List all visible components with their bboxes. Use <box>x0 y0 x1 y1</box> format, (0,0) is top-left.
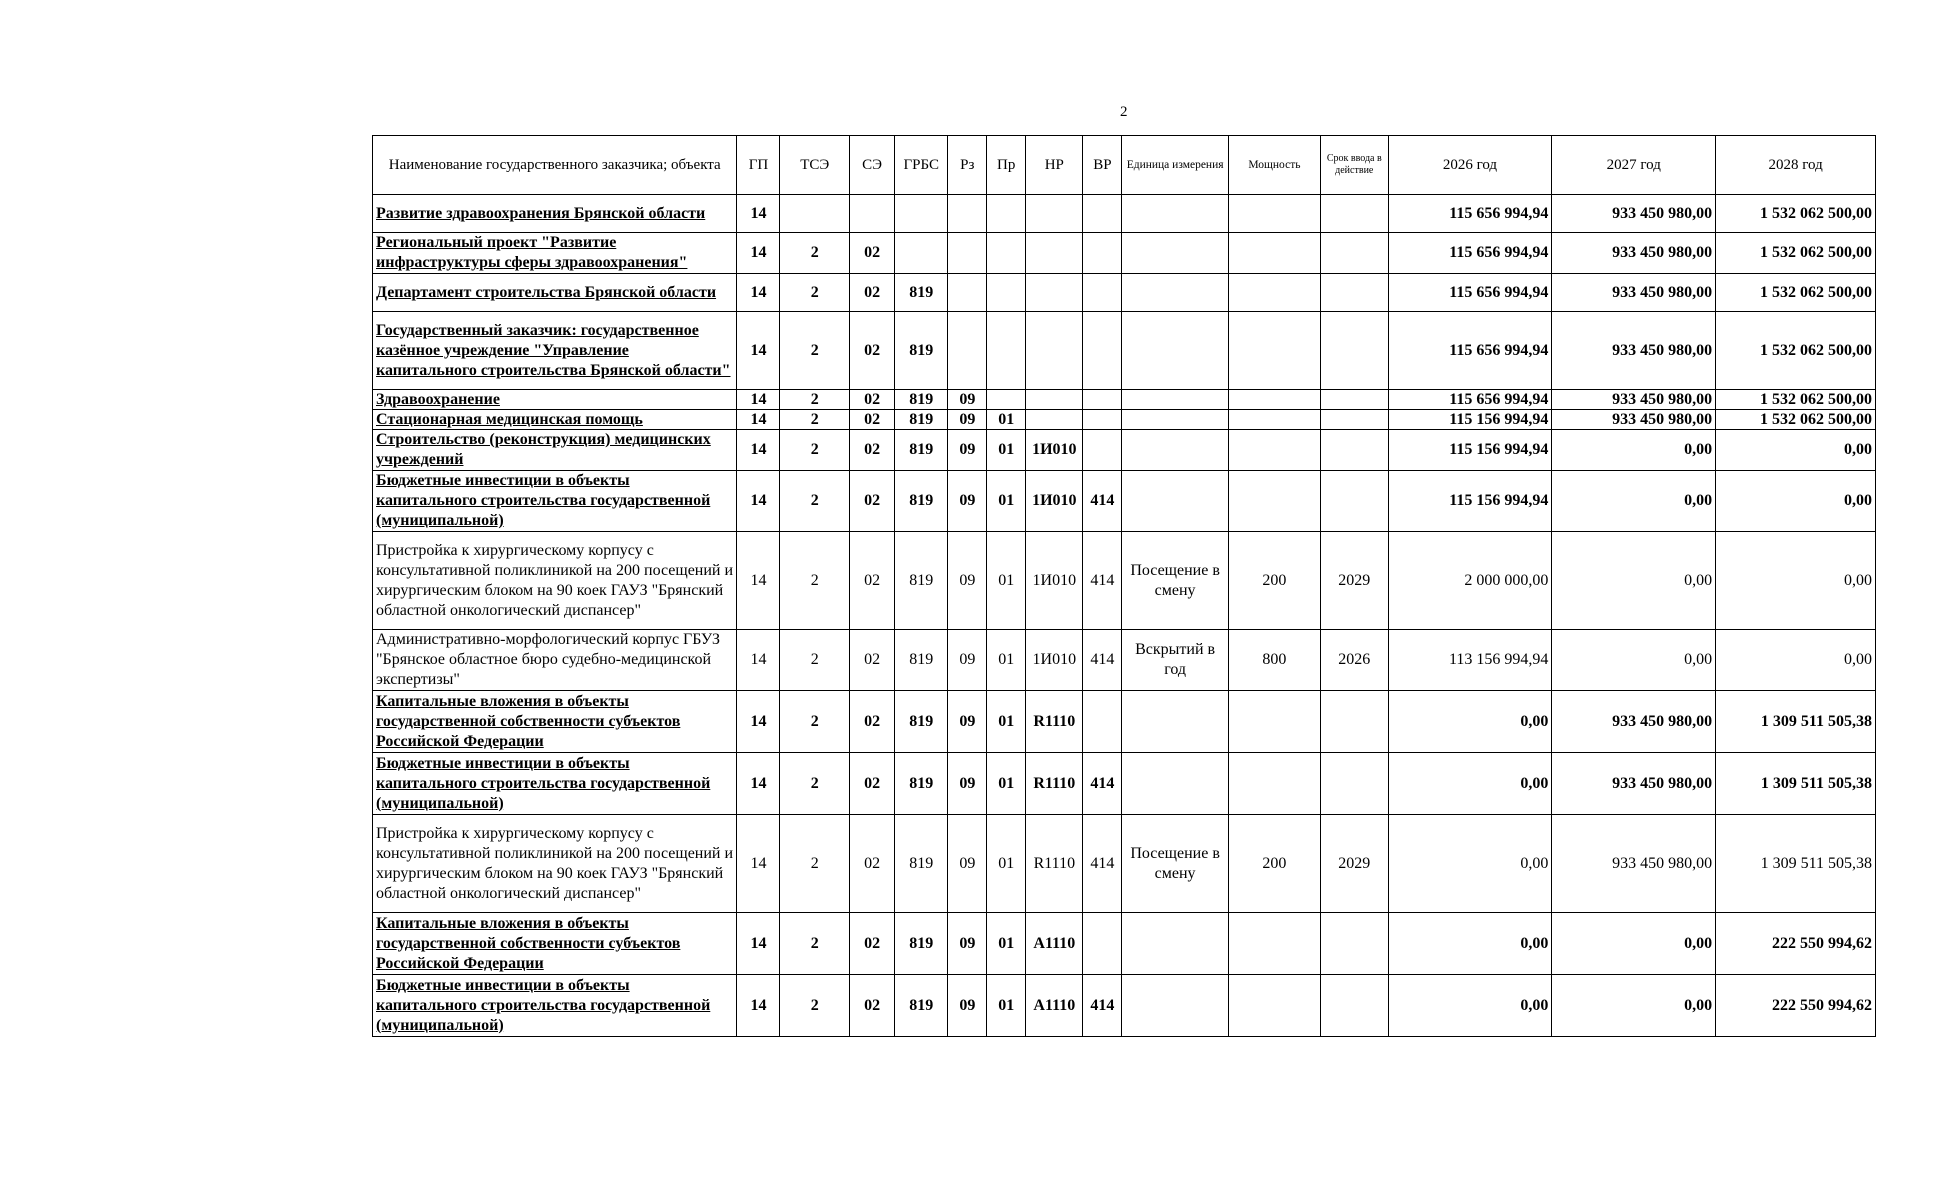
row-nr-cell <box>1026 312 1083 390</box>
row-unit-cell <box>1122 913 1228 975</box>
row-pr-cell: 01 <box>987 753 1026 815</box>
row-2027-cell: 0,00 <box>1552 975 1716 1037</box>
row-2028-cell: 1 532 062 500,00 <box>1716 312 1876 390</box>
row-se-cell: 02 <box>850 390 895 410</box>
row-tse-cell: 2 <box>780 532 850 630</box>
row-unit-cell <box>1122 233 1228 274</box>
row-power-cell: 200 <box>1228 815 1320 913</box>
table-row <box>373 410 1876 430</box>
row-2028-cell: 1 309 511 505,38 <box>1716 691 1876 753</box>
row-vr-cell <box>1083 195 1122 233</box>
row-pr-cell <box>987 312 1026 390</box>
row-pr-cell: 01 <box>987 410 1026 430</box>
row-tse-cell: 2 <box>780 312 850 390</box>
row-2027-cell: 0,00 <box>1552 471 1716 532</box>
row-tse-cell: 2 <box>780 390 850 410</box>
row-unit-cell <box>1122 274 1228 312</box>
row-vr-cell <box>1083 410 1122 430</box>
row-gp-cell: 14 <box>737 913 780 975</box>
row-2027-cell: 933 450 980,00 <box>1552 753 1716 815</box>
row-tse-cell: 2 <box>780 913 850 975</box>
row-gp-cell: 14 <box>737 274 780 312</box>
row-pr-cell <box>987 195 1026 233</box>
table-row <box>373 975 1876 1037</box>
header-rz: Рз <box>948 136 987 195</box>
row-rz-cell: 09 <box>948 630 987 691</box>
row-2028-cell: 0,00 <box>1716 532 1876 630</box>
table-header-row <box>373 136 1876 195</box>
row-power-cell <box>1228 913 1320 975</box>
row-power-cell <box>1228 430 1320 471</box>
row-grbs-cell: 819 <box>895 532 948 630</box>
row-power-cell: 200 <box>1228 532 1320 630</box>
row-grbs-cell: 819 <box>895 975 948 1037</box>
row-grbs-cell <box>895 195 948 233</box>
table-row <box>373 471 1876 532</box>
row-2026-cell: 115 156 994,94 <box>1388 410 1552 430</box>
row-vr-cell: 414 <box>1083 630 1122 691</box>
row-gp-cell: 14 <box>737 390 780 410</box>
row-tse-cell: 2 <box>780 815 850 913</box>
row-unit-cell <box>1122 390 1228 410</box>
header-power: Мощность <box>1228 136 1320 195</box>
row-deadline-cell: 2029 <box>1320 815 1388 913</box>
row-unit-cell <box>1122 312 1228 390</box>
row-unit-cell: Вскрытий в год <box>1122 630 1228 691</box>
row-2027-cell: 0,00 <box>1552 913 1716 975</box>
row-gp-cell: 14 <box>737 815 780 913</box>
header-gp: ГП <box>737 136 780 195</box>
row-name-cell: Государственный заказчик: государственное казённое учреждение "Управление капитального строительства Брянской области" <box>373 312 737 390</box>
row-gp-cell: 14 <box>737 410 780 430</box>
row-name-cell: Развитие здравоохранения Брянской области <box>373 195 737 233</box>
row-power-cell <box>1228 471 1320 532</box>
row-se-cell: 02 <box>850 753 895 815</box>
row-2027-cell: 933 450 980,00 <box>1552 691 1716 753</box>
row-nr-cell: R1110 <box>1026 815 1083 913</box>
row-nr-cell: 1И010 <box>1026 630 1083 691</box>
row-power-cell <box>1228 975 1320 1037</box>
table-row <box>373 532 1876 630</box>
table-row <box>373 691 1876 753</box>
row-2026-cell: 115 156 994,94 <box>1388 430 1552 471</box>
row-se-cell: 02 <box>850 913 895 975</box>
row-power-cell <box>1228 691 1320 753</box>
table-body <box>373 195 1876 1037</box>
row-pr-cell: 01 <box>987 430 1026 471</box>
row-nr-cell: A1110 <box>1026 975 1083 1037</box>
row-pr-cell <box>987 274 1026 312</box>
row-deadline-cell <box>1320 312 1388 390</box>
row-grbs-cell: 819 <box>895 691 948 753</box>
table-row <box>373 390 1876 410</box>
row-se-cell: 02 <box>850 691 895 753</box>
row-2026-cell: 115 656 994,94 <box>1388 195 1552 233</box>
row-rz-cell <box>948 312 987 390</box>
row-name-cell: Строительство (реконструкция) медицинских учреждений <box>373 430 737 471</box>
header-2026: 2026 год <box>1388 136 1552 195</box>
row-2026-cell: 0,00 <box>1388 913 1552 975</box>
row-2027-cell: 0,00 <box>1552 430 1716 471</box>
row-2027-cell: 933 450 980,00 <box>1552 390 1716 410</box>
row-2026-cell: 115 656 994,94 <box>1388 274 1552 312</box>
row-2027-cell: 0,00 <box>1552 630 1716 691</box>
row-power-cell <box>1228 274 1320 312</box>
row-power-cell <box>1228 753 1320 815</box>
row-vr-cell <box>1083 274 1122 312</box>
row-pr-cell <box>987 233 1026 274</box>
row-name-cell: Региональный проект "Развитие инфраструктуры сферы здравоохранения" <box>373 233 737 274</box>
row-nr-cell <box>1026 390 1083 410</box>
row-2028-cell: 1 532 062 500,00 <box>1716 390 1876 410</box>
row-name-cell: Капитальные вложения в объекты государственной собственности субъектов Российской Федерации <box>373 691 737 753</box>
table-row <box>373 430 1876 471</box>
row-se-cell: 02 <box>850 274 895 312</box>
row-deadline-cell <box>1320 390 1388 410</box>
row-name-cell: Департамент строительства Брянской области <box>373 274 737 312</box>
row-se-cell: 02 <box>850 430 895 471</box>
row-tse-cell: 2 <box>780 753 850 815</box>
row-2027-cell: 0,00 <box>1552 532 1716 630</box>
budget-table <box>372 135 1876 1037</box>
row-vr-cell: 414 <box>1083 532 1122 630</box>
row-rz-cell: 09 <box>948 975 987 1037</box>
row-pr-cell: 01 <box>987 471 1026 532</box>
row-tse-cell: 2 <box>780 630 850 691</box>
row-tse-cell: 2 <box>780 975 850 1037</box>
row-rz-cell: 09 <box>948 753 987 815</box>
row-gp-cell: 14 <box>737 471 780 532</box>
row-2028-cell: 1 532 062 500,00 <box>1716 410 1876 430</box>
header-2027: 2027 год <box>1552 136 1716 195</box>
row-unit-cell: Посещение в смену <box>1122 815 1228 913</box>
row-grbs-cell: 819 <box>895 390 948 410</box>
row-tse-cell: 2 <box>780 430 850 471</box>
row-gp-cell: 14 <box>737 753 780 815</box>
row-name-cell: Бюджетные инвестиции в объекты капитального строительства государственной (муниципальной) <box>373 975 737 1037</box>
row-2028-cell: 1 532 062 500,00 <box>1716 195 1876 233</box>
row-vr-cell: 414 <box>1083 471 1122 532</box>
row-unit-cell <box>1122 195 1228 233</box>
row-2028-cell: 1 309 511 505,38 <box>1716 753 1876 815</box>
row-power-cell <box>1228 312 1320 390</box>
row-grbs-cell: 819 <box>895 471 948 532</box>
row-unit-cell <box>1122 471 1228 532</box>
row-2026-cell: 2 000 000,00 <box>1388 532 1552 630</box>
row-se-cell: 02 <box>850 471 895 532</box>
row-gp-cell: 14 <box>737 312 780 390</box>
row-se-cell: 02 <box>850 410 895 430</box>
row-tse-cell: 2 <box>780 410 850 430</box>
row-power-cell <box>1228 233 1320 274</box>
header-name: Наименование государственного заказчика; объекта <box>373 136 737 195</box>
table-row <box>373 630 1876 691</box>
row-rz-cell: 09 <box>948 815 987 913</box>
row-deadline-cell <box>1320 975 1388 1037</box>
row-2027-cell: 933 450 980,00 <box>1552 233 1716 274</box>
row-nr-cell: 1И010 <box>1026 471 1083 532</box>
row-pr-cell: 01 <box>987 630 1026 691</box>
row-pr-cell: 01 <box>987 691 1026 753</box>
header-se: СЭ <box>850 136 895 195</box>
row-name-cell: Капитальные вложения в объекты государственной собственности субъектов Российской Федерации <box>373 913 737 975</box>
row-nr-cell: R1110 <box>1026 691 1083 753</box>
row-deadline-cell <box>1320 430 1388 471</box>
row-vr-cell: 414 <box>1083 815 1122 913</box>
row-gp-cell: 14 <box>737 975 780 1037</box>
row-nr-cell: 1И010 <box>1026 532 1083 630</box>
table-row <box>373 913 1876 975</box>
row-rz-cell: 09 <box>948 471 987 532</box>
row-power-cell <box>1228 195 1320 233</box>
row-power-cell <box>1228 390 1320 410</box>
row-deadline-cell <box>1320 691 1388 753</box>
row-rz-cell <box>948 195 987 233</box>
row-grbs-cell: 819 <box>895 815 948 913</box>
row-vr-cell <box>1083 913 1122 975</box>
row-2028-cell: 222 550 994,62 <box>1716 913 1876 975</box>
row-nr-cell <box>1026 274 1083 312</box>
row-nr-cell: R1110 <box>1026 753 1083 815</box>
table-row <box>373 233 1876 274</box>
row-grbs-cell <box>895 233 948 274</box>
row-unit-cell <box>1122 753 1228 815</box>
row-deadline-cell: 2029 <box>1320 532 1388 630</box>
row-deadline-cell <box>1320 913 1388 975</box>
row-rz-cell: 09 <box>948 691 987 753</box>
row-2028-cell: 1 309 511 505,38 <box>1716 815 1876 913</box>
row-power-cell: 800 <box>1228 630 1320 691</box>
row-vr-cell <box>1083 390 1122 410</box>
row-gp-cell: 14 <box>737 691 780 753</box>
row-deadline-cell <box>1320 471 1388 532</box>
row-nr-cell <box>1026 233 1083 274</box>
row-rz-cell: 09 <box>948 430 987 471</box>
row-2028-cell: 1 532 062 500,00 <box>1716 274 1876 312</box>
row-deadline-cell <box>1320 195 1388 233</box>
row-se-cell: 02 <box>850 815 895 913</box>
table-row <box>373 753 1876 815</box>
row-grbs-cell: 819 <box>895 430 948 471</box>
row-name-cell: Стационарная медицинская помощь <box>373 410 737 430</box>
row-grbs-cell: 819 <box>895 274 948 312</box>
row-pr-cell: 01 <box>987 815 1026 913</box>
row-nr-cell: 1И010 <box>1026 430 1083 471</box>
row-unit-cell <box>1122 430 1228 471</box>
row-2028-cell: 0,00 <box>1716 630 1876 691</box>
row-2026-cell: 113 156 994,94 <box>1388 630 1552 691</box>
row-power-cell <box>1228 410 1320 430</box>
row-rz-cell: 09 <box>948 532 987 630</box>
row-2026-cell: 115 156 994,94 <box>1388 471 1552 532</box>
row-name-cell: Бюджетные инвестиции в объекты капитального строительства государственной (муниципальной) <box>373 753 737 815</box>
row-nr-cell: A1110 <box>1026 913 1083 975</box>
row-pr-cell: 01 <box>987 532 1026 630</box>
row-deadline-cell <box>1320 410 1388 430</box>
header-unit: Единица измерения <box>1122 136 1228 195</box>
row-2026-cell: 0,00 <box>1388 815 1552 913</box>
row-2027-cell: 933 450 980,00 <box>1552 312 1716 390</box>
row-name-cell: Здравоохранение <box>373 390 737 410</box>
row-gp-cell: 14 <box>737 630 780 691</box>
row-2027-cell: 933 450 980,00 <box>1552 274 1716 312</box>
row-nr-cell <box>1026 410 1083 430</box>
row-2028-cell: 222 550 994,62 <box>1716 975 1876 1037</box>
row-2028-cell: 1 532 062 500,00 <box>1716 233 1876 274</box>
page-number: 2 <box>1120 104 1128 120</box>
row-grbs-cell: 819 <box>895 753 948 815</box>
row-unit-cell: Посещение в смену <box>1122 532 1228 630</box>
row-2028-cell: 0,00 <box>1716 430 1876 471</box>
row-tse-cell: 2 <box>780 691 850 753</box>
header-vr: ВР <box>1083 136 1122 195</box>
row-se-cell: 02 <box>850 630 895 691</box>
row-2028-cell: 0,00 <box>1716 471 1876 532</box>
row-2027-cell: 933 450 980,00 <box>1552 815 1716 913</box>
row-vr-cell: 414 <box>1083 753 1122 815</box>
row-se-cell: 02 <box>850 532 895 630</box>
row-name-cell: Бюджетные инвестиции в объекты капитального строительства государственной (муниципальной) <box>373 471 737 532</box>
row-unit-cell <box>1122 410 1228 430</box>
row-2026-cell: 0,00 <box>1388 691 1552 753</box>
table-row <box>373 195 1876 233</box>
row-tse-cell <box>780 195 850 233</box>
row-tse-cell: 2 <box>780 274 850 312</box>
table-row <box>373 274 1876 312</box>
row-tse-cell: 2 <box>780 233 850 274</box>
row-vr-cell <box>1083 430 1122 471</box>
row-deadline-cell <box>1320 233 1388 274</box>
header-pr: Пр <box>987 136 1026 195</box>
row-grbs-cell: 819 <box>895 312 948 390</box>
row-pr-cell: 01 <box>987 975 1026 1037</box>
row-2027-cell: 933 450 980,00 <box>1552 195 1716 233</box>
header-deadline: Срок ввода в действие <box>1320 136 1388 195</box>
row-se-cell: 02 <box>850 975 895 1037</box>
row-gp-cell: 14 <box>737 532 780 630</box>
row-2026-cell: 115 656 994,94 <box>1388 390 1552 410</box>
row-rz-cell: 09 <box>948 913 987 975</box>
row-nr-cell <box>1026 195 1083 233</box>
row-vr-cell <box>1083 312 1122 390</box>
row-tse-cell: 2 <box>780 471 850 532</box>
row-unit-cell <box>1122 975 1228 1037</box>
row-grbs-cell: 819 <box>895 410 948 430</box>
row-2026-cell: 115 656 994,94 <box>1388 312 1552 390</box>
row-rz-cell <box>948 233 987 274</box>
row-deadline-cell: 2026 <box>1320 630 1388 691</box>
row-rz-cell: 09 <box>948 390 987 410</box>
row-vr-cell <box>1083 233 1122 274</box>
row-2026-cell: 115 656 994,94 <box>1388 233 1552 274</box>
row-name-cell: Административно-морфологический корпус ГБУЗ "Брянское областное бюро судебно-медицинской экспертизы" <box>373 630 737 691</box>
header-grbs: ГРБС <box>895 136 948 195</box>
row-rz-cell <box>948 274 987 312</box>
row-gp-cell: 14 <box>737 430 780 471</box>
row-2026-cell: 0,00 <box>1388 753 1552 815</box>
row-name-cell: Пристройка к хирургическому корпусу с консультативной поликлиникой на 200 посещений и хирургическим блоком на 90 коек ГАУЗ "Брянский областной онкологический диспансер" <box>373 532 737 630</box>
row-se-cell: 02 <box>850 233 895 274</box>
row-pr-cell <box>987 390 1026 410</box>
row-deadline-cell <box>1320 753 1388 815</box>
header-2028: 2028 год <box>1716 136 1876 195</box>
row-se-cell <box>850 195 895 233</box>
row-vr-cell: 414 <box>1083 975 1122 1037</box>
row-grbs-cell: 819 <box>895 913 948 975</box>
row-rz-cell: 09 <box>948 410 987 430</box>
table-row <box>373 312 1876 390</box>
row-grbs-cell: 819 <box>895 630 948 691</box>
row-gp-cell: 14 <box>737 233 780 274</box>
header-nr: НР <box>1026 136 1083 195</box>
row-gp-cell: 14 <box>737 195 780 233</box>
row-2026-cell: 0,00 <box>1388 975 1552 1037</box>
row-name-cell: Пристройка к хирургическому корпусу с консультативной поликлиникой на 200 посещений и хирургическим блоком на 90 коек ГАУЗ "Брянский областной онкологический диспансер" <box>373 815 737 913</box>
row-se-cell: 02 <box>850 312 895 390</box>
row-vr-cell <box>1083 691 1122 753</box>
row-2027-cell: 933 450 980,00 <box>1552 410 1716 430</box>
row-unit-cell <box>1122 691 1228 753</box>
table-row <box>373 815 1876 913</box>
row-pr-cell: 01 <box>987 913 1026 975</box>
row-deadline-cell <box>1320 274 1388 312</box>
header-tse: ТСЭ <box>780 136 850 195</box>
